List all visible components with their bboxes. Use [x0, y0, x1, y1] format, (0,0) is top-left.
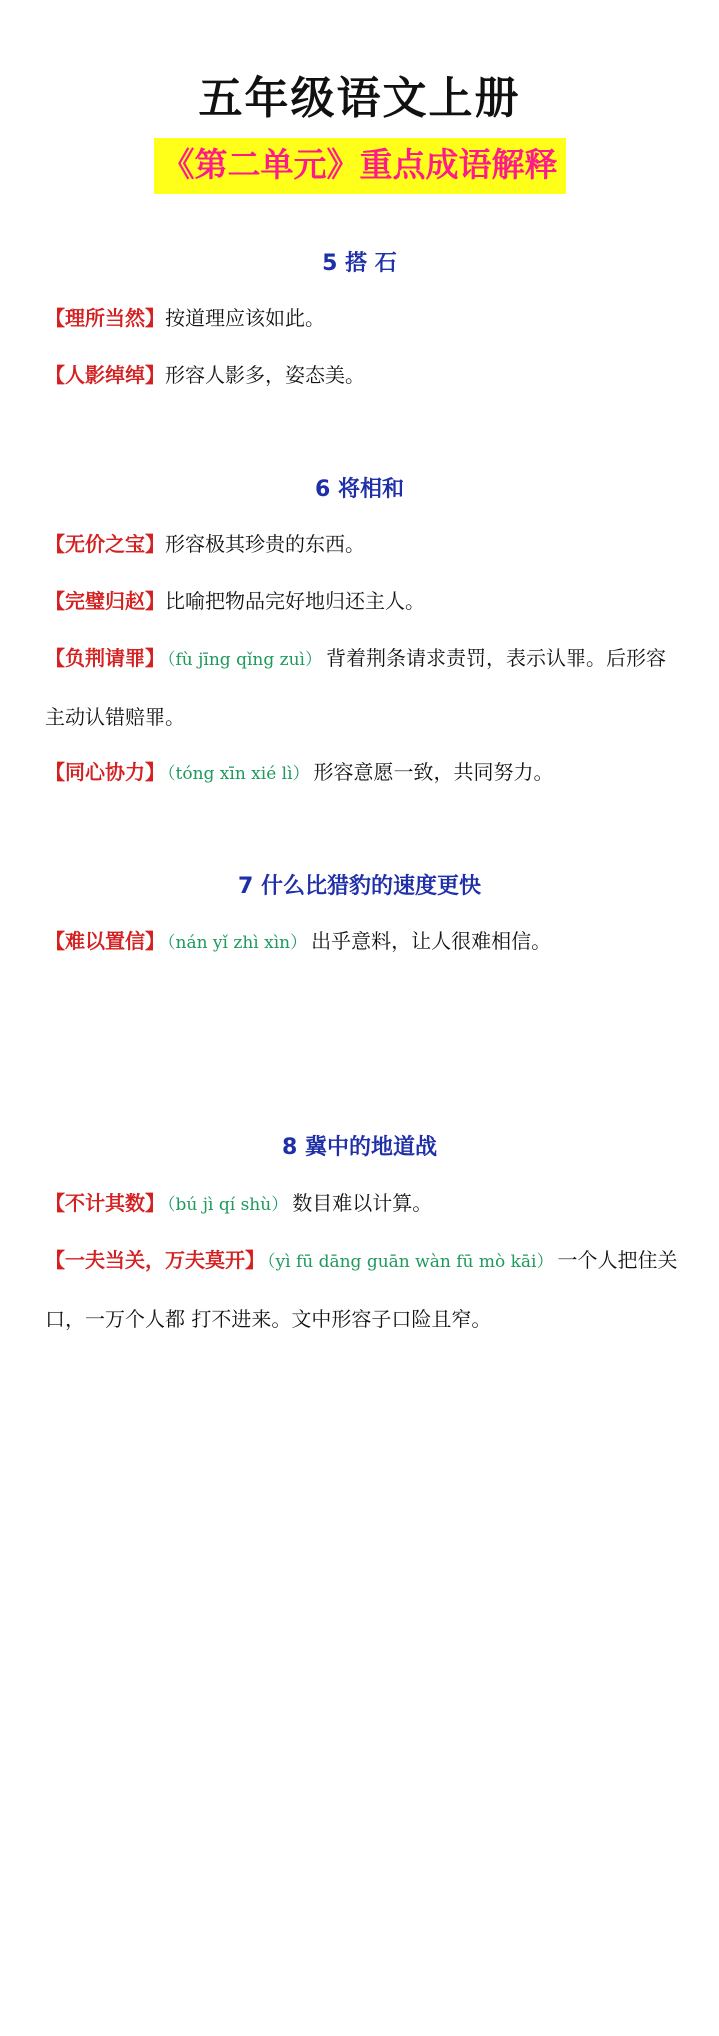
idiom-entry [45, 744, 680, 803]
idiom-entry [45, 630, 680, 746]
idiom-term: 【不计其数】 [45, 1191, 165, 1215]
section-title: 7 什么比猎豹的速度更快 [238, 874, 481, 899]
idiom-term: 【无价之宝】 [45, 532, 165, 556]
idiom-entry [45, 347, 680, 404]
idiom-term: 【难以置信】 [45, 929, 165, 953]
idiom-term: 【一夫当关，万夫莫开】 [45, 1248, 265, 1272]
idiom-definition: 形容极其珍贵的东西。 [165, 532, 365, 556]
idiom-entry [45, 913, 680, 972]
idiom-definition: 出乎意料，让人很难相信。 [311, 929, 552, 953]
idiom-definition: 比喻把物品完好地归还主人。 [165, 589, 425, 613]
subtitle-banner [0, 138, 719, 194]
idiom-definition: 形容意愿一致，共同努力。 [313, 760, 554, 784]
idiom-definition: 按道理应该如此。 [165, 306, 325, 330]
idiom-entry [45, 573, 680, 630]
idiom-entry [45, 1232, 680, 1348]
section-title: 6 将相和 [315, 477, 404, 502]
idiom-definition: 数目难以计算。 [292, 1191, 433, 1215]
idiom-term: 【理所当然】 [45, 306, 165, 330]
idiom-pinyin: （bú jì qí shù） [167, 1195, 289, 1215]
idiom-pinyin: （fù jīng qǐng zuì） [167, 650, 322, 670]
idiom-pinyin: （tóng xīn xié lì） [167, 764, 310, 784]
section-lesson-7 [0, 871, 719, 903]
idiom-term: 【同心协力】 [45, 760, 165, 784]
idiom-entry [45, 290, 680, 347]
section-title: 5 搭 石 [322, 251, 397, 276]
idiom-entry [45, 516, 680, 573]
page-subtitle: 《第二单元》重点成语解释 [154, 138, 566, 194]
section-lesson-5 [0, 248, 719, 280]
idiom-definition: 一个人把住关口，一万个人都 打不进来。文中形容子口险且窄。 [45, 1248, 678, 1331]
idiom-pinyin: （yì fū dāng guān wàn fū mò kāi） [267, 1252, 554, 1272]
section-title: 8 冀中的地道战 [282, 1135, 437, 1160]
idiom-term: 【完璧归赵】 [45, 589, 165, 613]
idiom-entry [45, 1175, 680, 1234]
section-lesson-8 [0, 1132, 719, 1164]
idiom-pinyin: （nán yǐ zhì xìn） [167, 933, 308, 953]
section-lesson-6 [0, 474, 719, 506]
idiom-definition: 背着荆条请求责罚，表示认罪。后形容主动认错赔罪。 [45, 646, 666, 729]
idiom-term: 【人影绰绰】 [45, 363, 165, 387]
page-title: 五年级语文上册 [198, 73, 521, 124]
idiom-definition: 形容人影多，姿态美。 [165, 363, 365, 387]
idiom-term: 【负荆请罪】 [45, 646, 165, 670]
